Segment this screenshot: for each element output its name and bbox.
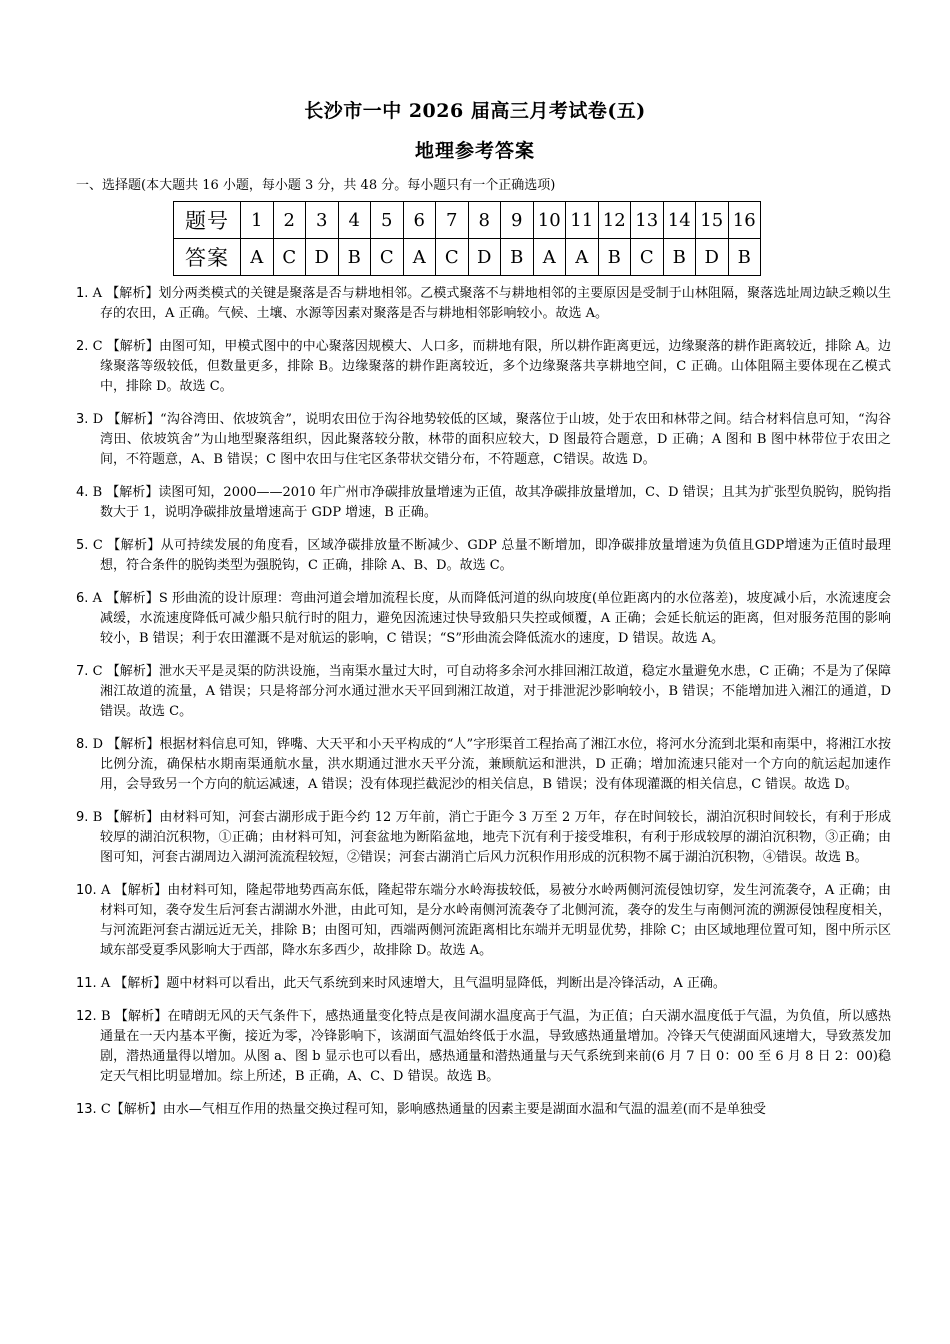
answer-cell: C [273, 239, 306, 276]
answer-cell: B [663, 239, 696, 276]
answer-cell: B [728, 239, 761, 276]
question-number-cell: 16 [728, 202, 761, 239]
page-title: 长沙市一中 2026 届高三月考试卷(五) [304, 100, 646, 122]
item-text: C 【解析】泄水天平是灵渠的防洪设施，当南渠水量过大时，可自动将多余河水排回湘江故道，稳定水量避免水患，C 正确；不是为了保障湘江故道的流量，A 错误；只是将部分河水通过泄水天平回到湘江故道，对于排泄泥沙影响较小，B 错误；不能增加进入湘江的通道，D 错误。故选 C。 [92, 664, 891, 719]
answer-cell: B [501, 239, 534, 276]
question-number-cell: 12 [598, 202, 631, 239]
explanation-item [76, 662, 891, 722]
page-subtitle: 地理参考答案 [414, 140, 535, 162]
item-number: 8. [76, 737, 89, 752]
item-text: B 【解析】由材料可知，河套古湖形成于距今约 12 万年前，消亡于距今 3 万至 2 万年，存在时间较长，湖泊沉积时间较长，有利于形成较厚的湖泊沉积物，①正确；由材料可知，河套盆地为断陷盆地，地壳下沉有利于接受堆积，有利于形成较厚的湖泊沉积物，③正确；由图可知，河套古湖周边入湖河流流程较短，②错误；河套古湖消亡后风力沉积作用形成的沉积物不属于湖泊沉积物，④错误。故选 B。 [92, 810, 891, 865]
item-number: 1. [76, 286, 89, 301]
item-text: A 【解析】划分两类模式的关键是聚落是否与耕地相邻。乙模式聚落不与耕地相邻的主要原因是受制于山林阻隔，聚落选址周边缺乏赖以生存的农田，A 正确。气候、土壤、水源等因素对聚落是否与耕地相邻影响较小。故选 A。 [92, 286, 891, 321]
explanation-item [76, 735, 891, 795]
item-number: 5. [76, 538, 89, 553]
item-text: D 【解析】“沟谷湾田、依坡筑舍”，说明农田位于沟谷地势较低的区域，聚落位于山坡，处于农田和林带之间。结合材料信息可知，“沟谷湾田、依坡筑舍”为山地型聚落组织，因此聚落较分散，林带的面积应较大，D 图最符合题意，D 正确；A 图和 B 图中林带位于农田之间，不符题意，A、B 错误；C 图中农田与住宅区条带状交错分布，不符题意，C错误。故选 D。 [92, 412, 891, 467]
item-number: 4. [76, 485, 89, 500]
item-number: 11. [76, 976, 97, 991]
question-number-cell: 15 [696, 202, 729, 239]
item-number: 7. [76, 664, 89, 679]
item-text: B 【解析】在晴朗无风的天气条件下，感热通量变化特点是夜间湖水温度高于气温，为正值；白天湖水温度低于气温，为负值，所以感热通量在一天内基本平衡，接近为零，冷锋影响下，该湖面气温始终低于水温，导致感热通量增加。冷锋天气使湖面风速增大，导致蒸发加剧，潜热通量得以增加。从图 a、图 b 显示也可以看出，感热通量和潜热通量与天气系统到来前(6 月 7 日 0：00 至 6 月 8 日 2：00)稳定天气相比明显增加。综上所述，B 正确，A、C、D 错误。故选 B。 [100, 1009, 891, 1084]
answer-cell: A [533, 239, 566, 276]
question-number-cell: 7 [436, 202, 469, 239]
answer-cell: D [306, 239, 339, 276]
explanation-list [76, 284, 891, 1133]
question-label-cell: 题号 [174, 202, 241, 239]
item-text: A 【解析】由材料可知，隆起带地势西高东低，隆起带东端分水岭海拔较低，易被分水岭两侧河流侵蚀切穿，发生河流袭夺，A 正确；由材料可知，袭夺发生后河套古湖湖水外泄，由此可知，是分水岭南侧河流袭夺了北侧河流，袭夺的发生与南侧河流的溯源侵蚀程度相关，与河流距河套古湖远近无关，排除 B；由图可知，西端两侧河流距离相比东端并无明显优势，排除 C；由区域地理位置可知，图中所示区域东部受夏季风影响大于西部，降水东多西少，故排除 D。故选 A。 [100, 883, 891, 958]
answer-cell: C [631, 239, 664, 276]
item-text: A 【解析】题中材料可以看出，此天气系统到来时风速增大，且气温明显降低，判断出是冷锋活动，A 正确。 [100, 976, 726, 991]
question-number-cell: 10 [533, 202, 566, 239]
item-text: D 【解析】根据材料信息可知，铧嘴、大天平和小天平构成的“人”字形渠首工程抬高了湘江水位，将河水分流到北渠和南渠中，将湘江水按比例分流，确保枯水期南渠通航水量，洪水期通过泄水天平分流，兼顾航运和泄洪，D 正确；增加流速只能对一个方向的航运起加速作用，会导致另一个方向的航运减速，A 错误；没有体现拦截泥沙的相关信息，B 错误；没有体现灌溉的相关信息，C 错误。故选 D。 [92, 737, 891, 792]
section-heading: 一、选择题(本大题共 16 小题，每小题 3 分，共 48 分。每小题只有一个正确选项) [76, 178, 556, 193]
item-number: 13. [76, 1102, 97, 1117]
answer-cell: C [436, 239, 469, 276]
explanation-item [76, 974, 891, 994]
item-number: 9. [76, 810, 89, 825]
question-number-cell: 1 [241, 202, 274, 239]
answer-cell: D [468, 239, 501, 276]
explanation-item [76, 881, 891, 961]
question-number-cell: 5 [371, 202, 404, 239]
question-number-cell: 13 [631, 202, 664, 239]
answer-cell: A [241, 239, 274, 276]
item-number: 2. [76, 339, 89, 354]
item-text: C 【解析】由图可知，甲模式图中的中心聚落因规模大、人口多，而耕地有限，所以耕作距离更远，边缘聚落的耕作距离较近，排除 A。边缘聚落等级较低，但数量更多，排除 B。边缘聚落的耕作距离较近，多个边缘聚落共享耕地空间，C 正确。山体阻隔主要体现在乙模式中，排除 D。故选 C。 [92, 339, 891, 394]
question-number-cell: 6 [403, 202, 436, 239]
item-text: C【解析】由水—气相互作用的热量交换过程可知，影响感热通量的因素主要是湖面水温和气温的温差(而不是单独受 [100, 1102, 766, 1117]
question-number-cell: 4 [338, 202, 371, 239]
question-number-cell: 11 [566, 202, 599, 239]
answer-cell: D [696, 239, 729, 276]
question-number-cell: 14 [663, 202, 696, 239]
explanation-item [76, 808, 891, 868]
explanation-item [76, 410, 891, 470]
item-text: B 【解析】读图可知，2000——2010 年广州市净碳排放量增速为正值，故其净碳排放量增加，C、D 错误；且其为扩张型负脱钩，脱钩指数大于 1，说明净碳排放量增速高于 GDP 增速，B 正确。 [92, 485, 891, 520]
answer-row [174, 239, 761, 276]
answer-cell: A [403, 239, 436, 276]
question-number-cell: 2 [273, 202, 306, 239]
explanation-item [76, 536, 891, 576]
answer-cell: B [598, 239, 631, 276]
answer-label-cell: 答案 [174, 239, 241, 276]
explanation-item [76, 1007, 891, 1087]
explanation-item [76, 284, 891, 324]
explanation-item [76, 483, 891, 523]
item-number: 10. [76, 883, 97, 898]
item-text: C 【解析】从可持续发展的角度看，区域净碳排放量不断减少、GDP 总量不断增加，即净碳排放量增速为负值且GDP增速为正值时最理想，符合条件的脱钩类型为强脱钩，C 正确，排除 A、B、D。故选 C。 [92, 538, 891, 573]
item-number: 12. [76, 1009, 97, 1024]
explanation-item [76, 1100, 891, 1120]
answer-cell: C [371, 239, 404, 276]
answer-table [173, 201, 761, 276]
question-number-row [174, 202, 761, 239]
answer-cell: A [566, 239, 599, 276]
question-number-cell: 8 [468, 202, 501, 239]
item-number: 3. [76, 412, 89, 427]
explanation-item [76, 589, 891, 649]
question-number-cell: 9 [501, 202, 534, 239]
answer-cell: B [338, 239, 371, 276]
item-number: 6. [76, 591, 89, 606]
question-number-cell: 3 [306, 202, 339, 239]
item-text: A 【解析】S 形曲流的设计原理：弯曲河道会增加流程长度，从而降低河道的纵向坡度(单位距离内的水位落差)，坡度减小后，水流速度会减缓，水流速度降低可减少船只航行时的阻力，避免因流速过快导致船只失控或倾覆，A 正确；会延长航运的距离，但对服务范围的影响较小，B 错误；利于农田灌溉不是对航运的影响，C 错误；“S”形曲流会降低流水的速度，D 错误。故选 A。 [92, 591, 891, 646]
explanation-item [76, 337, 891, 397]
